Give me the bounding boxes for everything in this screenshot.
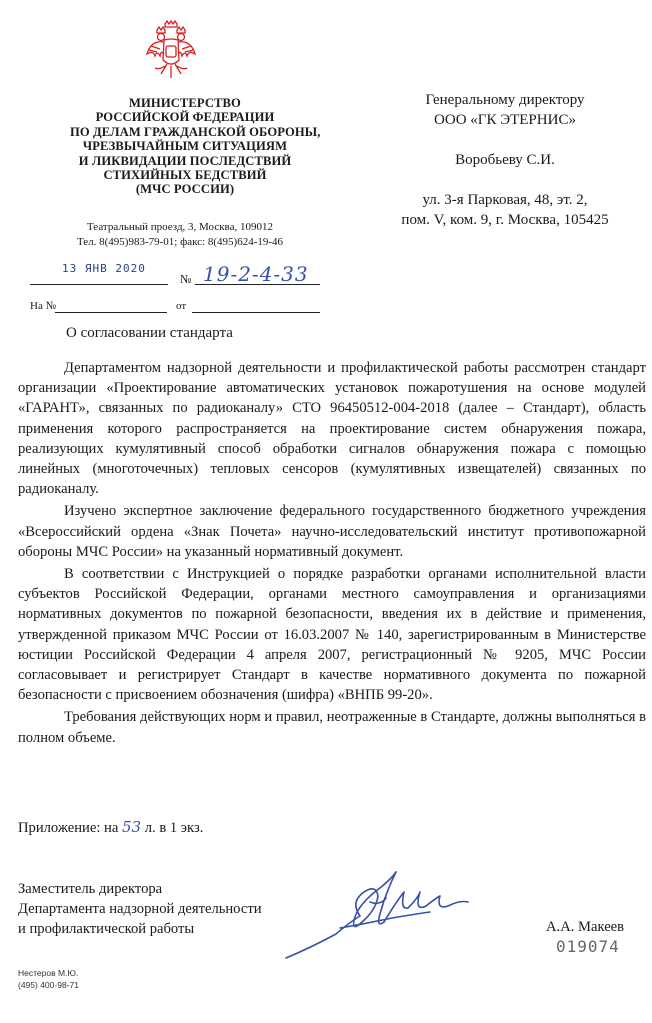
- recipient-line: ул. 3-я Парковая, 48, эт. 2,: [422, 192, 588, 208]
- attachment-pages: 53: [121, 818, 142, 836]
- ministry-line: ПО ДЕЛАМ ГРАЖДАНСКОЙ ОБОРОНЫ,: [70, 124, 321, 139]
- ministry-line: И ЛИКВИДАЦИИ ПОСЛЕДСТВИЙ: [78, 153, 292, 168]
- ministry-name: [70, 96, 321, 197]
- attachment-line: [18, 818, 203, 837]
- ministry-line: МИНИСТЕРСТВО: [129, 96, 241, 110]
- body-paragraph: Изучено экспертное заключение федерального государственного бюджетного учреждения «Всероссийский ордена «Знак Почета» научно-исследовательский институт противопожарной обороны МЧС России» на указанный нормативный документ.: [18, 503, 646, 560]
- letter-body: [18, 358, 646, 750]
- ministry-line: ЧРЕЗВЫЧАЙНЫМ СИТУАЦИЯМ: [82, 139, 288, 154]
- recipient-line: Генеральному директору: [425, 92, 585, 108]
- signer-position-line: Департамента надзорной деятельности: [18, 901, 262, 917]
- ministry-line: РОССИЙСКОЙ ФЕДЕРАЦИИ: [95, 110, 275, 125]
- handwritten-signature: [280, 862, 495, 970]
- reference-number-label: На №: [30, 300, 57, 312]
- signer-position: [18, 879, 262, 939]
- number-label: №: [180, 272, 192, 286]
- coat-of-arms-icon: [145, 20, 197, 82]
- signer-position-line: Заместитель директора: [18, 881, 163, 897]
- date-underline: [30, 284, 168, 285]
- recipient-line: Воробьеву С.И.: [455, 152, 555, 168]
- reference-date-label: от: [176, 300, 187, 312]
- executor-name: Нестеров М.Ю.: [18, 968, 79, 978]
- attachment-suffix: л. в 1 экз.: [144, 820, 204, 836]
- date-stamp: 13 ЯНВ 2020: [62, 262, 146, 275]
- body-paragraph: В соответствии с Инструкцией о порядке разработки органами исполнительной власти субъектов Российской Федерации, органами местного самоуправления и организациями нормативных документов по пожарной безопасности, введения их в действие и применения, утвержденной приказом МЧС России от 16.03.2007 № 140, зарегистрированным в Министерстве юстиции Российской Федерации 4 апреля 2007, регистрационный № 9205, МЧС России согласовывает и регистрирует Стандарт в качестве нормативного документа по пожарной безопасности с присвоением обозначения (шифра) «ВНПБ 99-20».: [18, 566, 646, 704]
- ministry-phone: Тел. 8(495)983-79-01; факс: 8(495)624-19-46: [76, 236, 284, 248]
- recipient-spacer: [360, 130, 650, 150]
- body-paragraph: Департаментом надзорной деятельности и профилактической работы рассмотрен стандарт организации «Проектирование автоматических установок пожаротушения на основе модулей «ГАРАНТ», связанных по радиоканалу» СТО 96450512-004-2018 (далее – Стандарт), область применения которого распространяется на проектирование систем обнаружения пожара, реализующих кумулятивный способ обработки сигналов обнаружения пожара с помощью линейных (многоточечных) тепловых сенсоров (кумулятивных извещателей) связанных по радиоканалу.: [18, 360, 646, 498]
- ministry-contacts: [40, 220, 320, 250]
- recipient-line: пом. V, ком. 9, г. Москва, 105425: [401, 212, 609, 228]
- registration-stamp-number: 019074: [556, 937, 620, 956]
- signer-name: А.А. Макеев: [546, 919, 625, 935]
- recipient-block: [360, 90, 650, 230]
- recipient-spacer: [360, 170, 650, 190]
- ministry-address: Театральный проезд, 3, Москва, 109012: [87, 221, 273, 233]
- executor-phone: (495) 400-98-71: [18, 980, 79, 990]
- ministry-line: (МЧС РОССИИ): [135, 182, 235, 197]
- ministry-line: СТИХИЙНЫХ БЕДСТВИЙ: [103, 168, 267, 183]
- letter-subject: О согласовании стандарта: [66, 325, 233, 341]
- reference-date-underline: [192, 312, 320, 313]
- attachment-prefix: Приложение: на: [18, 820, 119, 836]
- signer-position-line: и профилактической работы: [18, 921, 195, 937]
- handwritten-outgoing-number: 19-2-4-33: [203, 262, 309, 286]
- reference-number-underline: [55, 312, 167, 313]
- recipient-line: ООО «ГК ЭТЕРНИС»: [434, 112, 576, 128]
- body-paragraph: Требования действующих норм и правил, неотраженные в Стандарте, должны выполняться в полном объеме.: [18, 709, 646, 746]
- executor-info: [18, 967, 79, 991]
